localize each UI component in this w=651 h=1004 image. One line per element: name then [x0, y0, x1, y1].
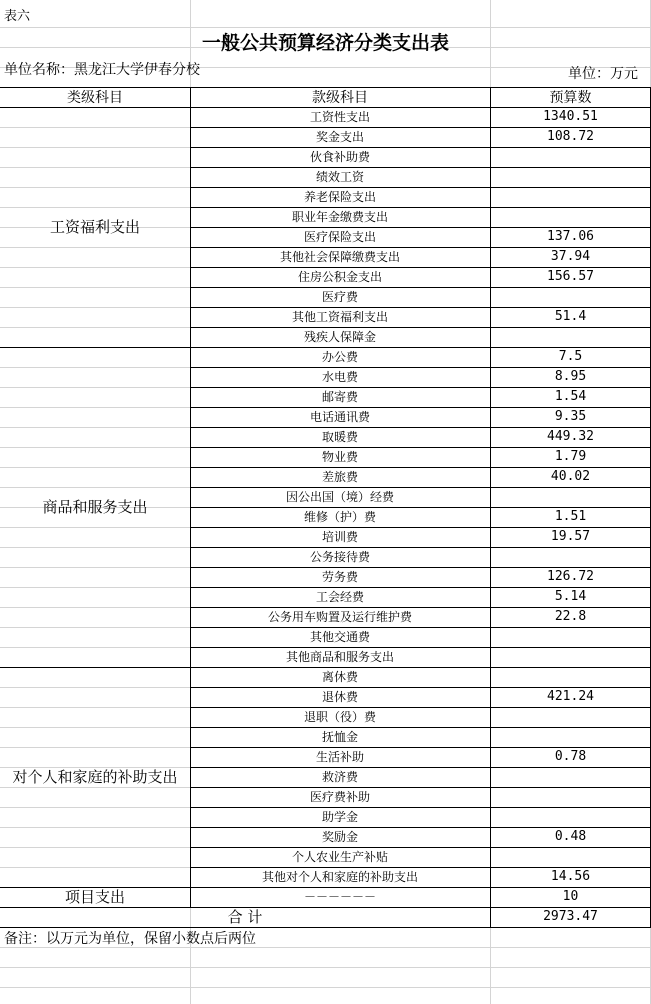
border-line	[190, 167, 651, 168]
border-line	[190, 507, 651, 508]
gridline-horizontal	[0, 27, 651, 28]
border-line	[190, 227, 651, 228]
header-item: 款级科目	[312, 90, 368, 106]
item-label: 取暖费	[321, 430, 358, 444]
budget-value: 37.94	[550, 249, 591, 264]
border-line	[190, 627, 651, 628]
border-line	[190, 707, 651, 708]
item-label: 离休费	[321, 670, 358, 684]
border-line	[190, 847, 651, 848]
project-label: 项目支出	[64, 888, 125, 906]
budget-value: 156.57	[547, 269, 594, 284]
border-line	[190, 247, 651, 248]
item-label: 奖励金	[321, 830, 358, 844]
table-title: 一般公共预算经济分类支出表	[201, 32, 449, 54]
item-label: 抚恤金	[321, 730, 358, 744]
gridline-horizontal	[0, 967, 651, 968]
budget-value: 449.32	[547, 429, 594, 444]
budget-value: 1340.51	[543, 109, 598, 124]
item-label: 残疾人保障金	[303, 330, 376, 344]
item-label: 公务接待费	[309, 550, 370, 564]
border-line	[190, 607, 651, 608]
border-line	[0, 907, 651, 908]
border-line	[190, 487, 651, 488]
item-label: 其他对个人和家庭的补助支出	[261, 870, 418, 884]
border-line	[190, 567, 651, 568]
item-label: 培训费	[321, 530, 358, 544]
border-line	[190, 387, 651, 388]
category-label: 商品和服务支出	[42, 498, 148, 516]
unit-name: 单位名称：黑龙江大学伊春分校	[4, 62, 200, 78]
item-label: 工资性支出	[309, 110, 370, 124]
border-line	[190, 687, 651, 688]
budget-value: 1.79	[554, 449, 587, 464]
border-line	[190, 547, 651, 548]
item-label: 公务用车购置及运行维护费	[267, 610, 412, 624]
border-line	[190, 447, 651, 448]
budget-value: 14.56	[550, 869, 591, 884]
border-line	[190, 187, 651, 188]
border-line	[0, 887, 651, 888]
item-label: 医疗费补助	[309, 790, 370, 804]
budget-value: 108.72	[547, 129, 594, 144]
border-line	[190, 587, 651, 588]
item-label: 差旅费	[321, 470, 358, 484]
border-line	[190, 367, 651, 368]
border-line	[190, 307, 651, 308]
sheet-label: 表六	[4, 9, 31, 24]
border-line	[190, 527, 651, 528]
total-label: 合 计	[227, 908, 263, 926]
footnote: 备注：以万元为单位，保留小数点后两位	[4, 931, 256, 947]
header-budget: 预算数	[549, 90, 592, 106]
border-line	[0, 667, 651, 668]
border-line	[0, 107, 651, 108]
border-line	[0, 927, 651, 928]
item-label: 医疗保险支出	[303, 230, 376, 244]
border-line	[0, 347, 651, 348]
budget-value: 22.8	[554, 609, 587, 624]
border-line	[190, 87, 191, 907]
item-label: 奖金支出	[315, 130, 364, 144]
total-value: 2973.47	[543, 909, 598, 924]
border-line	[190, 747, 651, 748]
border-line	[190, 807, 651, 808]
border-line	[190, 207, 651, 208]
budget-value: 0.48	[554, 829, 587, 844]
budget-value: 7.5	[558, 349, 583, 364]
border-line	[190, 427, 651, 428]
project-item: －－－－－－	[303, 890, 376, 904]
category-label: 工资福利支出	[49, 218, 140, 236]
budget-value: 1.54	[554, 389, 587, 404]
item-label: 救济费	[321, 770, 358, 784]
item-label: 因公出国（境）经费	[285, 490, 394, 504]
border-line	[0, 87, 651, 88]
border-line	[190, 867, 651, 868]
budget-value: 421.24	[547, 689, 594, 704]
budget-value: 19.57	[550, 529, 591, 544]
project-value: 10	[562, 889, 579, 904]
item-label: 伙食补助费	[309, 150, 370, 164]
budget-value: 1.51	[554, 509, 587, 524]
budget-value: 137.06	[547, 229, 594, 244]
border-line	[190, 407, 651, 408]
item-label: 助学金	[321, 810, 358, 824]
item-label: 劳务费	[321, 570, 358, 584]
item-label: 其他工资福利支出	[291, 310, 388, 324]
gridline-horizontal	[0, 987, 651, 988]
item-label: 物业费	[321, 450, 358, 464]
item-label: 生活补助	[315, 750, 364, 764]
currency-unit: 单位：万元	[568, 66, 638, 82]
border-line	[490, 87, 491, 927]
header-category: 类级科目	[67, 90, 123, 106]
budget-value: 5.14	[554, 589, 587, 604]
border-line	[190, 767, 651, 768]
item-label: 其他社会保障缴费支出	[279, 250, 400, 264]
item-label: 绩效工资	[315, 170, 364, 184]
item-label: 工会经费	[315, 590, 364, 604]
border-line	[190, 127, 651, 128]
budget-value: 40.02	[550, 469, 591, 484]
border-line	[190, 267, 651, 268]
budget-value: 0.78	[554, 749, 587, 764]
border-line	[190, 727, 651, 728]
budget-value: 9.35	[554, 409, 587, 424]
border-line	[190, 787, 651, 788]
border-line	[190, 327, 651, 328]
item-label: 其他商品和服务支出	[285, 650, 394, 664]
item-label: 养老保险支出	[303, 190, 376, 204]
item-label: 办公费	[321, 350, 358, 364]
border-line	[190, 827, 651, 828]
item-label: 职业年金缴费支出	[291, 210, 388, 224]
item-label: 退职（役）费	[303, 710, 376, 724]
item-label: 个人农业生产补贴	[291, 850, 388, 864]
category-label: 对个人和家庭的补助支出	[12, 768, 178, 786]
item-label: 住房公积金支出	[297, 270, 382, 284]
border-line	[190, 287, 651, 288]
item-label: 水电费	[321, 370, 358, 384]
border-line	[190, 647, 651, 648]
border-line	[190, 147, 651, 148]
item-label: 邮寄费	[321, 390, 358, 404]
item-label: 其他交通费	[309, 630, 370, 644]
item-label: 退休费	[321, 690, 358, 704]
budget-value: 126.72	[547, 569, 594, 584]
budget-value: 8.95	[554, 369, 587, 384]
budget-value: 51.4	[554, 309, 587, 324]
item-label: 维修（护）费	[303, 510, 376, 524]
item-label: 电话通讯费	[309, 410, 370, 424]
border-line	[190, 467, 651, 468]
item-label: 医疗费	[321, 290, 358, 304]
